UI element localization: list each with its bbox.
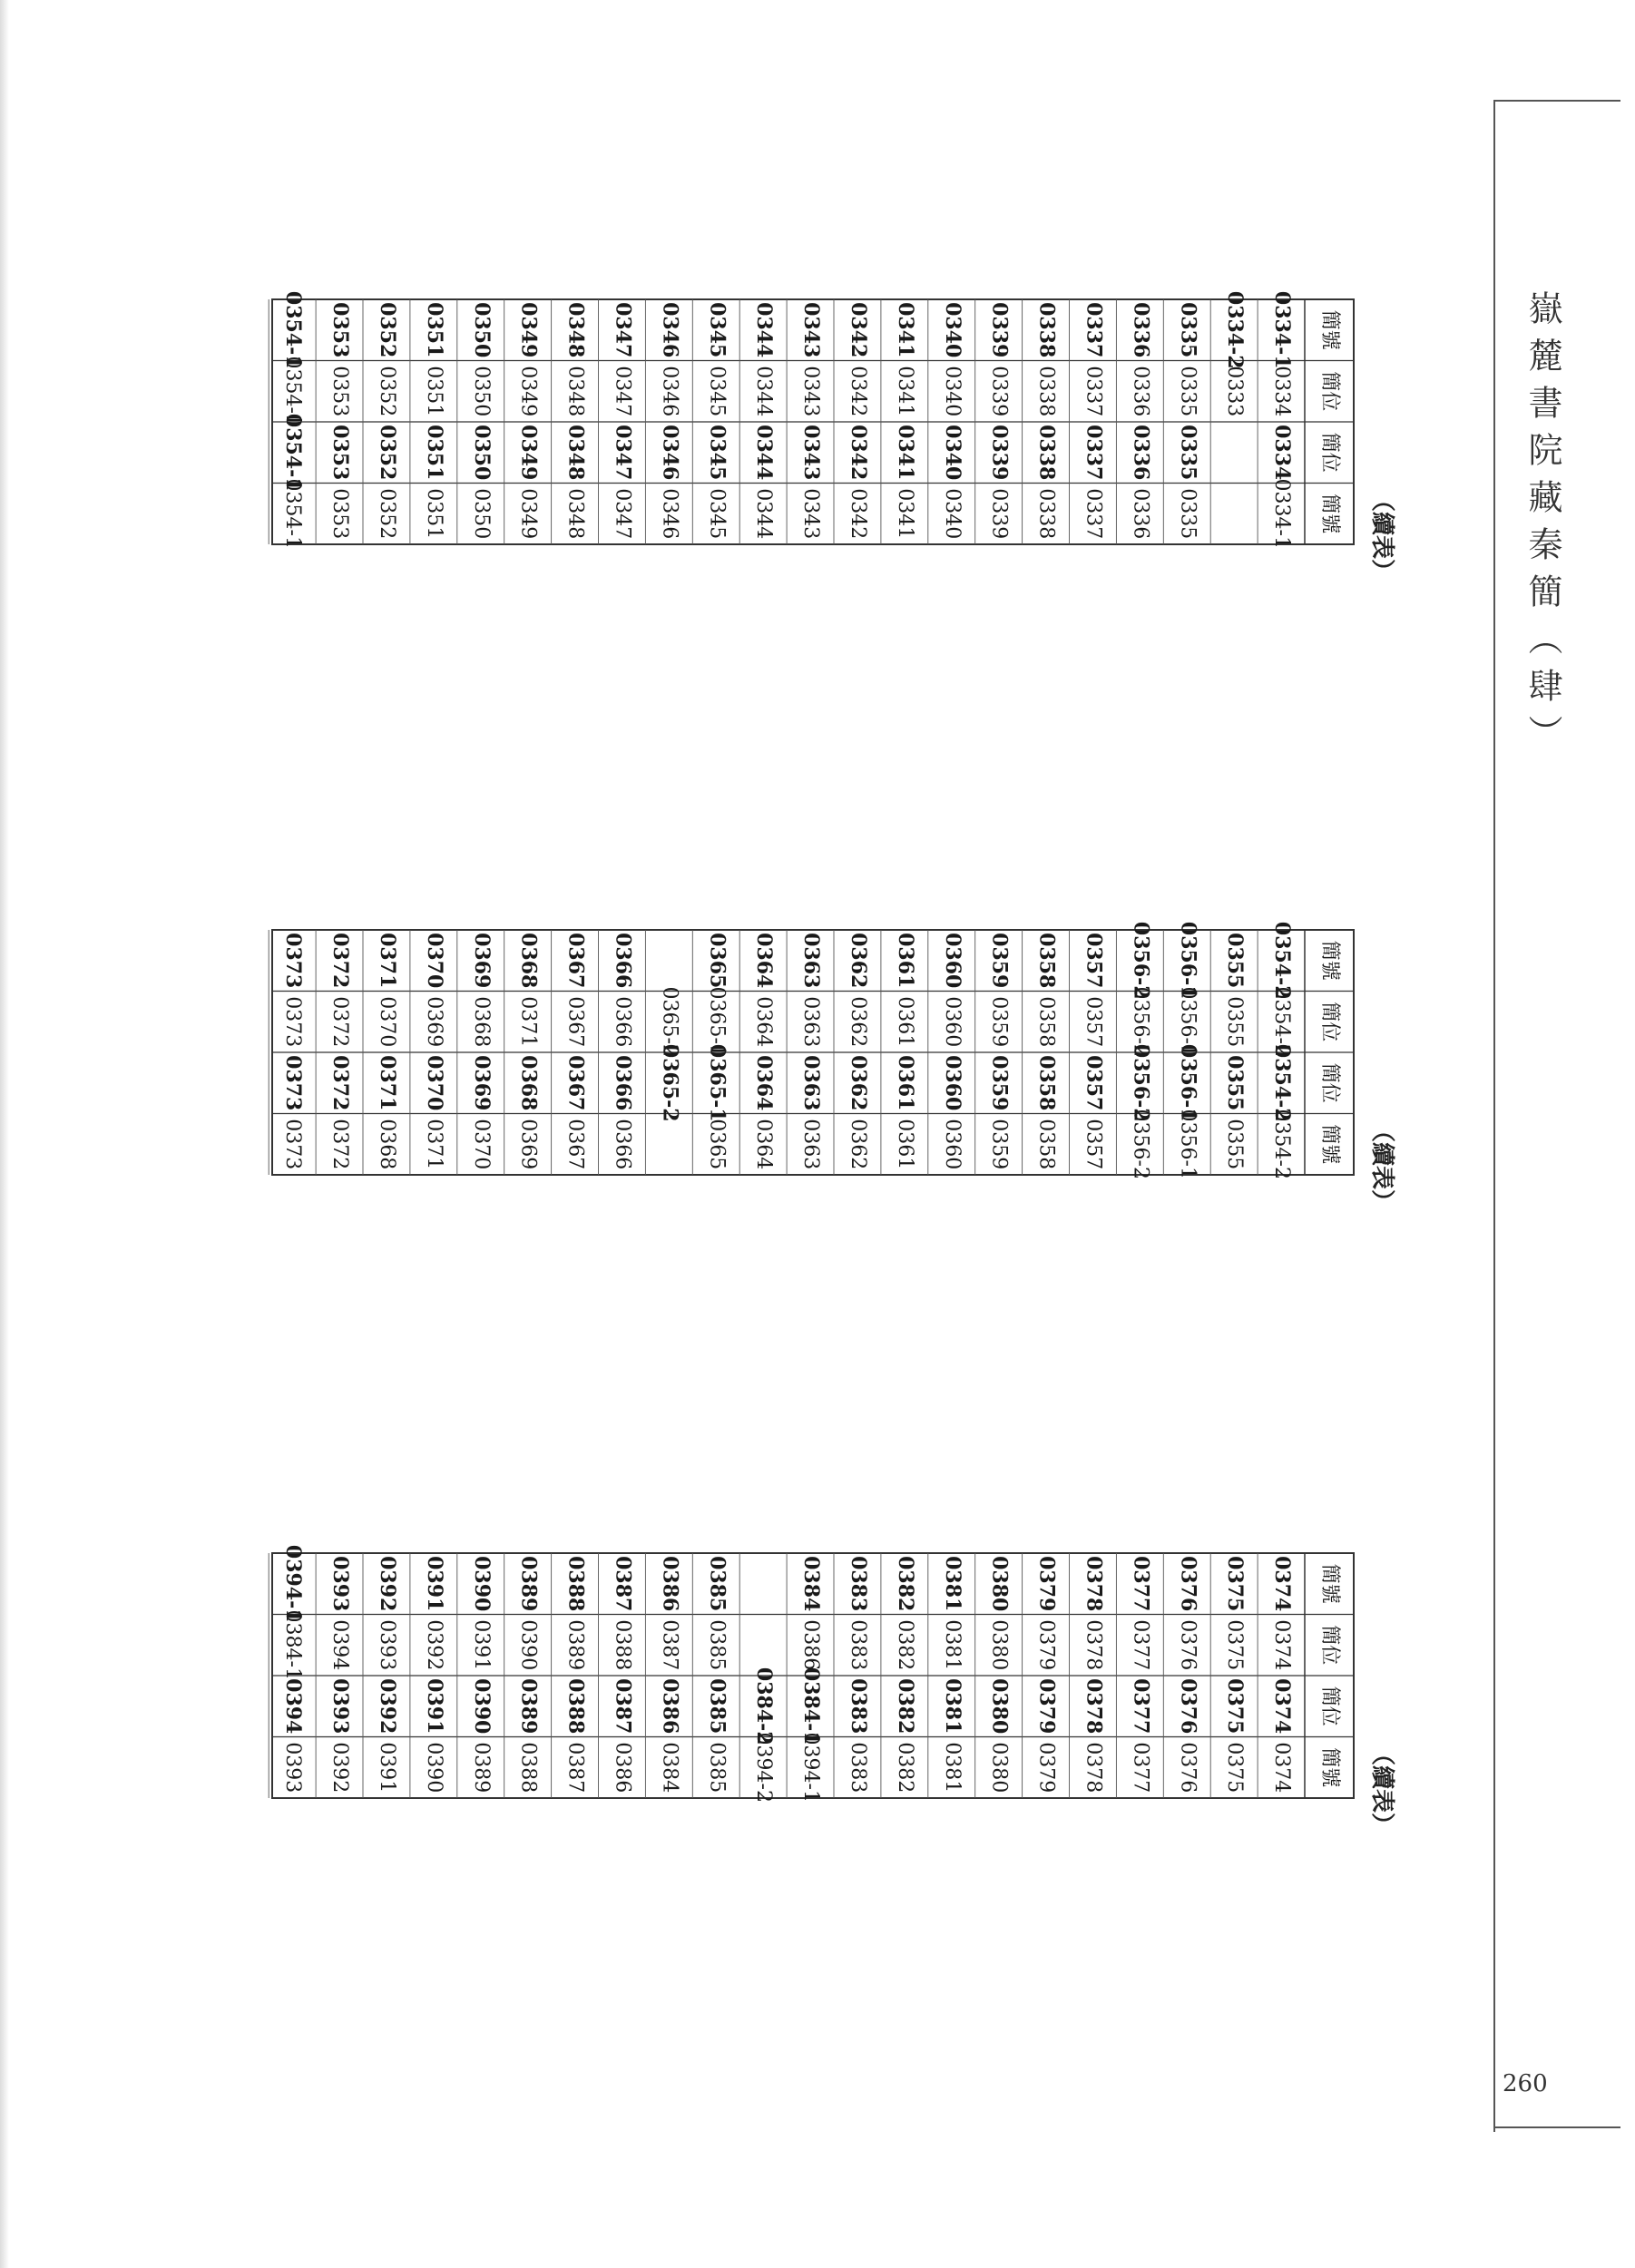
table-cell: 0377 [1129,1678,1153,1735]
table-cell: 0337 [1082,425,1106,481]
table-cell: 0373 [281,996,305,1048]
table-cell: 0376 [1176,1619,1199,1671]
table-cell: 0362 [846,1055,870,1111]
table-cell: 0353 [328,366,352,417]
column-header: 簡號 [1318,1124,1341,1165]
table-cell: 0379 [1034,1619,1058,1671]
table-cell: 0385 [705,1556,729,1612]
table-cell: 0362 [846,1119,869,1170]
table-cell: 0384-2 [752,1667,777,1745]
table-cell: 0385 [705,1742,729,1794]
table-cell: 0370 [422,933,446,989]
table-cell: 0359 [987,1119,1011,1170]
column-header: 簡位 [1318,1625,1341,1666]
page-number: 260 [1503,2070,1548,2097]
table-cell: 0344 [752,366,776,417]
table-cell: 0380 [987,1556,1012,1612]
table-cell: 0341 [893,425,917,481]
table-cell: 0354-1 [281,290,306,369]
table-cell: 0340 [940,302,964,358]
table-cell: 0340 [940,366,964,417]
table-cell: 0385 [705,1619,729,1671]
table-cell: 0337 [1082,302,1106,358]
table-cell: 0355 [1223,1119,1247,1170]
table-cell: 0372 [328,933,353,989]
table-cell: 0391 [422,1678,446,1735]
table-cell: 0351 [422,302,446,358]
table-cell: 0379 [1034,1678,1059,1735]
table-cell: 0365-1 [705,1043,729,1122]
table-cell: 0368 [375,1119,398,1170]
table-cell: 0333 [1223,366,1247,417]
table-cell: 0356-2 [1129,1109,1152,1179]
table-cell: 0378 [1082,1678,1106,1735]
table-cell: 0350 [469,302,494,358]
table-cell: 0383 [846,1678,870,1735]
table-cell: 0359 [987,996,1011,1048]
table-cell: 0388 [563,1556,588,1612]
table-cell: 0343 [799,366,823,417]
table-cell: 0365-2 [658,986,681,1057]
table-cell: 0356-2 [1129,986,1152,1057]
caption-continued: （續表） [1368,1118,1395,1214]
table-cell: 0337 [1082,366,1105,417]
table-cell: 0357 [1082,933,1106,989]
table-cell: 0391 [375,1742,398,1794]
table-cell: 0343 [799,302,824,358]
table-cell: 0336 [1129,302,1153,358]
table-cell: 0349 [516,302,541,358]
table-cell: 0346 [658,488,681,540]
table-cell: 0339 [987,302,1012,358]
table-cell: 0392 [422,1619,445,1671]
table-cell: 0342 [846,488,869,540]
table-cell: 0352 [375,366,398,417]
table-cell: 0339 [987,366,1011,417]
table-cell: 0387 [611,1678,635,1735]
table-cell: 0378 [1082,1556,1106,1612]
table-cell: 0358 [1034,1055,1059,1111]
table-cell: 0388 [563,1678,588,1735]
table-cell: 0384-1 [281,1609,305,1680]
table-cell: 0335 [1176,366,1199,417]
table-cell: 0382 [893,1619,916,1671]
table-cell: 0376 [1176,1678,1200,1735]
table-cell: 0368 [516,933,541,989]
table-cell: 0394-2 [752,1732,776,1803]
table-cell: 0363 [799,1055,824,1111]
table-cell: 0354-1 [281,356,305,426]
table-cell: 0374 [1270,1742,1294,1794]
table-cell: 0353 [328,302,353,358]
column-header: 簡號 [1318,494,1341,534]
table-cell: 0386 [658,1678,682,1735]
table-cell: 0348 [563,488,587,540]
table-cell: 0345 [705,302,729,358]
table-cell: 0394-1 [281,1544,306,1623]
table-cell: 0381 [940,1619,964,1671]
table-cell: 0354-1 [281,413,306,492]
table-cell: 0363 [799,1119,823,1170]
table-cell: 0373 [281,1055,306,1111]
table-cell: 0394 [281,1678,306,1735]
table-cell: 0358 [1034,933,1059,989]
table-cell: 0351 [422,425,446,481]
table-cell: 0383 [846,1742,869,1794]
table-cell: 0375 [1223,1678,1248,1735]
table-cell: 0389 [516,1678,541,1735]
table-cell: 0339 [987,425,1012,481]
table-cell: 0356-1 [1176,986,1199,1057]
table-cell: 0367 [563,933,588,989]
table-cell: 0352 [375,302,399,358]
table-cell: 0342 [846,366,869,417]
table-cell: 0384 [799,1556,824,1612]
table-cell: 0375 [1223,1742,1247,1794]
table-cell: 0361 [893,933,917,989]
table-cell: 0390 [469,1678,494,1735]
table-cell: 0392 [375,1556,399,1612]
table-cell: 0341 [893,302,917,358]
table-cell: 0361 [893,996,916,1048]
table-cell: 0349 [516,425,541,481]
table-cell: 0359 [987,1055,1012,1111]
table-cell: 0390 [422,1742,445,1794]
table-cell: 0378 [1082,1742,1105,1794]
table-cell: 0357 [1082,1119,1105,1170]
table-cell: 0393 [281,1742,305,1794]
table-cell: 0371 [516,996,540,1048]
column-header: 簡位 [1318,432,1341,473]
table-cell: 0344 [752,488,776,540]
caption-continued: （續表） [1368,1741,1395,1837]
table-cell: 0365 [705,1119,729,1170]
table-cell: 0376 [1176,1556,1200,1612]
table-cell: 0342 [846,302,870,358]
column-header: 簡號 [1318,1563,1341,1604]
table-cell: 0348 [563,366,587,417]
table-cell: 0365 [705,933,729,989]
table-cell: 0360 [940,1119,964,1170]
table-cell: 0342 [846,425,870,481]
table-cell: 0367 [563,996,587,1048]
table-cell: 0356-1 [1176,1109,1199,1179]
table-cell: 0360 [940,1055,964,1111]
table-cell: 0386 [611,1742,634,1794]
table-cell: 0354-2 [1270,986,1294,1057]
table-cell: 0345 [705,366,729,417]
table-cell: 0358 [1034,1119,1058,1170]
column-header: 簡位 [1318,1686,1341,1726]
table-cell: 0366 [611,1119,634,1170]
table-cell: 0394-1 [799,1732,823,1803]
column-header: 簡位 [1318,1002,1341,1042]
table-cell: 0384-1 [799,1667,824,1745]
table-cell: 0383 [846,1619,869,1671]
table-cell: 0347 [611,488,634,540]
table-cell: 0374 [1270,1678,1295,1735]
table-cell: 0350 [469,488,493,540]
table-cell: 0392 [375,1678,399,1735]
table-cell: 0344 [752,302,777,358]
table-cell: 0362 [846,933,870,989]
table-cell: 0367 [563,1119,587,1170]
table-cell: 0393 [328,1556,353,1612]
table-cell: 0361 [893,1055,917,1111]
table-cell: 0362 [846,996,869,1048]
table-cell: 0361 [893,1119,916,1170]
table-cell: 0357 [1082,1055,1106,1111]
table-cell: 0337 [1082,488,1105,540]
table-cell: 0381 [940,1556,964,1612]
table-cell: 0355 [1223,1055,1248,1111]
table-cell: 0354-2 [1270,1109,1294,1179]
table-cell: 0356-2 [1129,1043,1153,1122]
table-cell: 0335 [1176,488,1199,540]
table-cell: 0374 [1270,1556,1295,1612]
table-cell: 0380 [987,1678,1012,1735]
table-cell: 0370 [469,1119,493,1170]
book-title: 嶽麓書院藏秦簡（肆） [1522,290,1562,762]
table-cell: 0353 [328,488,352,540]
table-cell: 0359 [987,933,1012,989]
table-cell: 0372 [328,996,352,1048]
table-cell: 0358 [1034,996,1058,1048]
table-cell: 0393 [328,1678,353,1735]
table-cell: 0355 [1223,933,1248,989]
table-cell: 0391 [469,1619,493,1671]
table-cell: 0334-1 [1270,478,1294,549]
table-cell: 0369 [516,1119,540,1170]
table-cell: 0376 [1176,1742,1199,1794]
table-cell: 0379 [1034,1742,1058,1794]
table-cell: 0381 [940,1742,964,1794]
table-cell: 0386 [799,1619,823,1671]
table-cell: 0381 [940,1678,964,1735]
table-cell: 0384 [658,1742,681,1794]
table-cell: 0348 [563,425,588,481]
table-cell: 0364 [752,1119,776,1170]
table-cell: 0352 [375,488,398,540]
table-cell: 0354-2 [1270,921,1295,1000]
table-cell: 0386 [658,1556,682,1612]
table-cell: 0336 [1129,366,1152,417]
table-cell: 0366 [611,933,635,989]
table-3 [269,1545,1395,1836]
table-cell: 0347 [611,366,634,417]
table-cell: 0369 [469,933,494,989]
table-cell: 0338 [1034,302,1059,358]
table-cell: 0341 [893,488,916,540]
table-cell: 0348 [563,302,588,358]
table-cell: 0356-1 [1176,1043,1200,1122]
table-cell: 0385 [705,1678,729,1735]
column-header: 簡位 [1318,1062,1341,1103]
table-cell: 0380 [987,1742,1011,1794]
table-cell: 0351 [422,488,445,540]
table-cell: 0353 [328,425,353,481]
table-cell: 0347 [611,425,635,481]
table-cell: 0346 [658,366,681,417]
table-cell: 0365-2 [658,1043,682,1122]
table-1 [269,291,1395,582]
table-cell: 0344 [752,425,777,481]
table-cell: 0372 [328,1119,352,1170]
column-header: 簡號 [1318,1747,1341,1788]
table-cell: 0389 [469,1742,493,1794]
table-cell: 0343 [799,425,824,481]
table-cell: 0350 [469,366,493,417]
table-cell: 0340 [940,488,964,540]
table-cell: 0354-1 [281,478,305,549]
column-header: 簡號 [1318,309,1341,350]
table-cell: 0345 [705,488,729,540]
table-cell: 0336 [1129,488,1152,540]
table-cell: 0349 [516,488,540,540]
table-cell: 0373 [281,933,306,989]
table-cell: 0356-1 [1176,921,1200,1000]
table-cell: 0366 [611,1055,635,1111]
table-cell: 0351 [422,366,445,417]
table-cell: 0338 [1034,425,1059,481]
table-cell: 0354-2 [1270,1043,1295,1122]
table-cell: 0369 [469,1055,494,1111]
table-cell: 0363 [799,996,823,1048]
table-cell: 0390 [469,1556,494,1612]
table-2 [269,922,1395,1213]
table-cell: 0338 [1034,366,1058,417]
table-cell: 0388 [611,1619,634,1671]
table-cell: 0371 [375,1055,399,1111]
table-cell: 0363 [799,933,824,989]
table-cell: 0334 [1270,366,1294,417]
table-cell: 0335 [1176,425,1200,481]
table-cell: 0334 [1270,425,1295,481]
table-cell: 0378 [1082,1619,1105,1671]
table-cell: 0375 [1223,1556,1248,1612]
table-cell: 0366 [611,996,634,1048]
table-cell: 0387 [658,1619,681,1671]
table-cell: 0364 [752,1055,777,1111]
table-cell: 0368 [469,996,493,1048]
table-cell: 0394 [328,1619,352,1671]
table-cell: 0338 [1034,488,1058,540]
table-cell: 0352 [375,425,399,481]
table-cell: 0360 [940,933,964,989]
table-cell: 0377 [1129,1742,1152,1794]
table-cell: 0377 [1129,1619,1152,1671]
table-cell: 0360 [940,996,964,1048]
table-cell: 0379 [1034,1556,1059,1612]
table-cell: 0347 [611,302,635,358]
table-cell: 0350 [469,425,494,481]
table-cell: 0389 [563,1619,587,1671]
table-cell: 0334-1 [1270,290,1295,369]
table-cell: 0375 [1223,1619,1247,1671]
table-cell: 0370 [375,996,398,1048]
table-cell: 0339 [987,488,1011,540]
table-cell: 0364 [752,996,776,1048]
table-cell: 0389 [516,1556,541,1612]
table-cell: 0390 [516,1619,540,1671]
table-cell: 0368 [516,1055,541,1111]
table-cell: 0340 [940,425,964,481]
table-cell: 0388 [516,1742,540,1794]
table-cell: 0383 [846,1556,870,1612]
table-cell: 0346 [658,302,682,358]
table-cell: 0343 [799,488,823,540]
table-cell: 0387 [611,1556,635,1612]
table-cell: 0364 [752,933,777,989]
table-cell: 0355 [1223,996,1247,1048]
table-cell: 0393 [375,1619,398,1671]
table-cell: 0374 [1270,1619,1294,1671]
table-cell: 0357 [1082,996,1105,1048]
table-cell: 0367 [563,1055,588,1111]
table-cell: 0387 [563,1742,587,1794]
table-cell: 0372 [328,1055,353,1111]
table-cell: 0356-2 [1129,921,1153,1000]
table-cell: 0370 [422,1055,446,1111]
table-cell: 0380 [987,1619,1011,1671]
table-cell: 0377 [1129,1556,1153,1612]
table-cell: 0335 [1176,302,1200,358]
table-cell: 0382 [893,1556,917,1612]
table-cell: 0349 [516,366,540,417]
table-cell: 0341 [893,366,916,417]
column-header: 簡位 [1318,371,1341,412]
table-cell: 0392 [328,1742,352,1794]
table-cell: 0382 [893,1742,916,1794]
table-cell: 0373 [281,1119,305,1170]
table-cell: 0334-2 [1223,290,1248,369]
table-cell: 0345 [705,425,729,481]
table-cell: 0371 [375,933,399,989]
table-cell: 0382 [893,1678,917,1735]
table-cell: 0391 [422,1556,446,1612]
caption-continued: （續表） [1368,487,1395,583]
table-cell: 0365-1 [705,986,729,1057]
table-cell: 0369 [422,996,445,1048]
table-cell: 0346 [658,425,682,481]
table-cell: 0336 [1129,425,1153,481]
table-cell: 0371 [422,1119,445,1170]
column-header: 簡號 [1318,940,1341,981]
